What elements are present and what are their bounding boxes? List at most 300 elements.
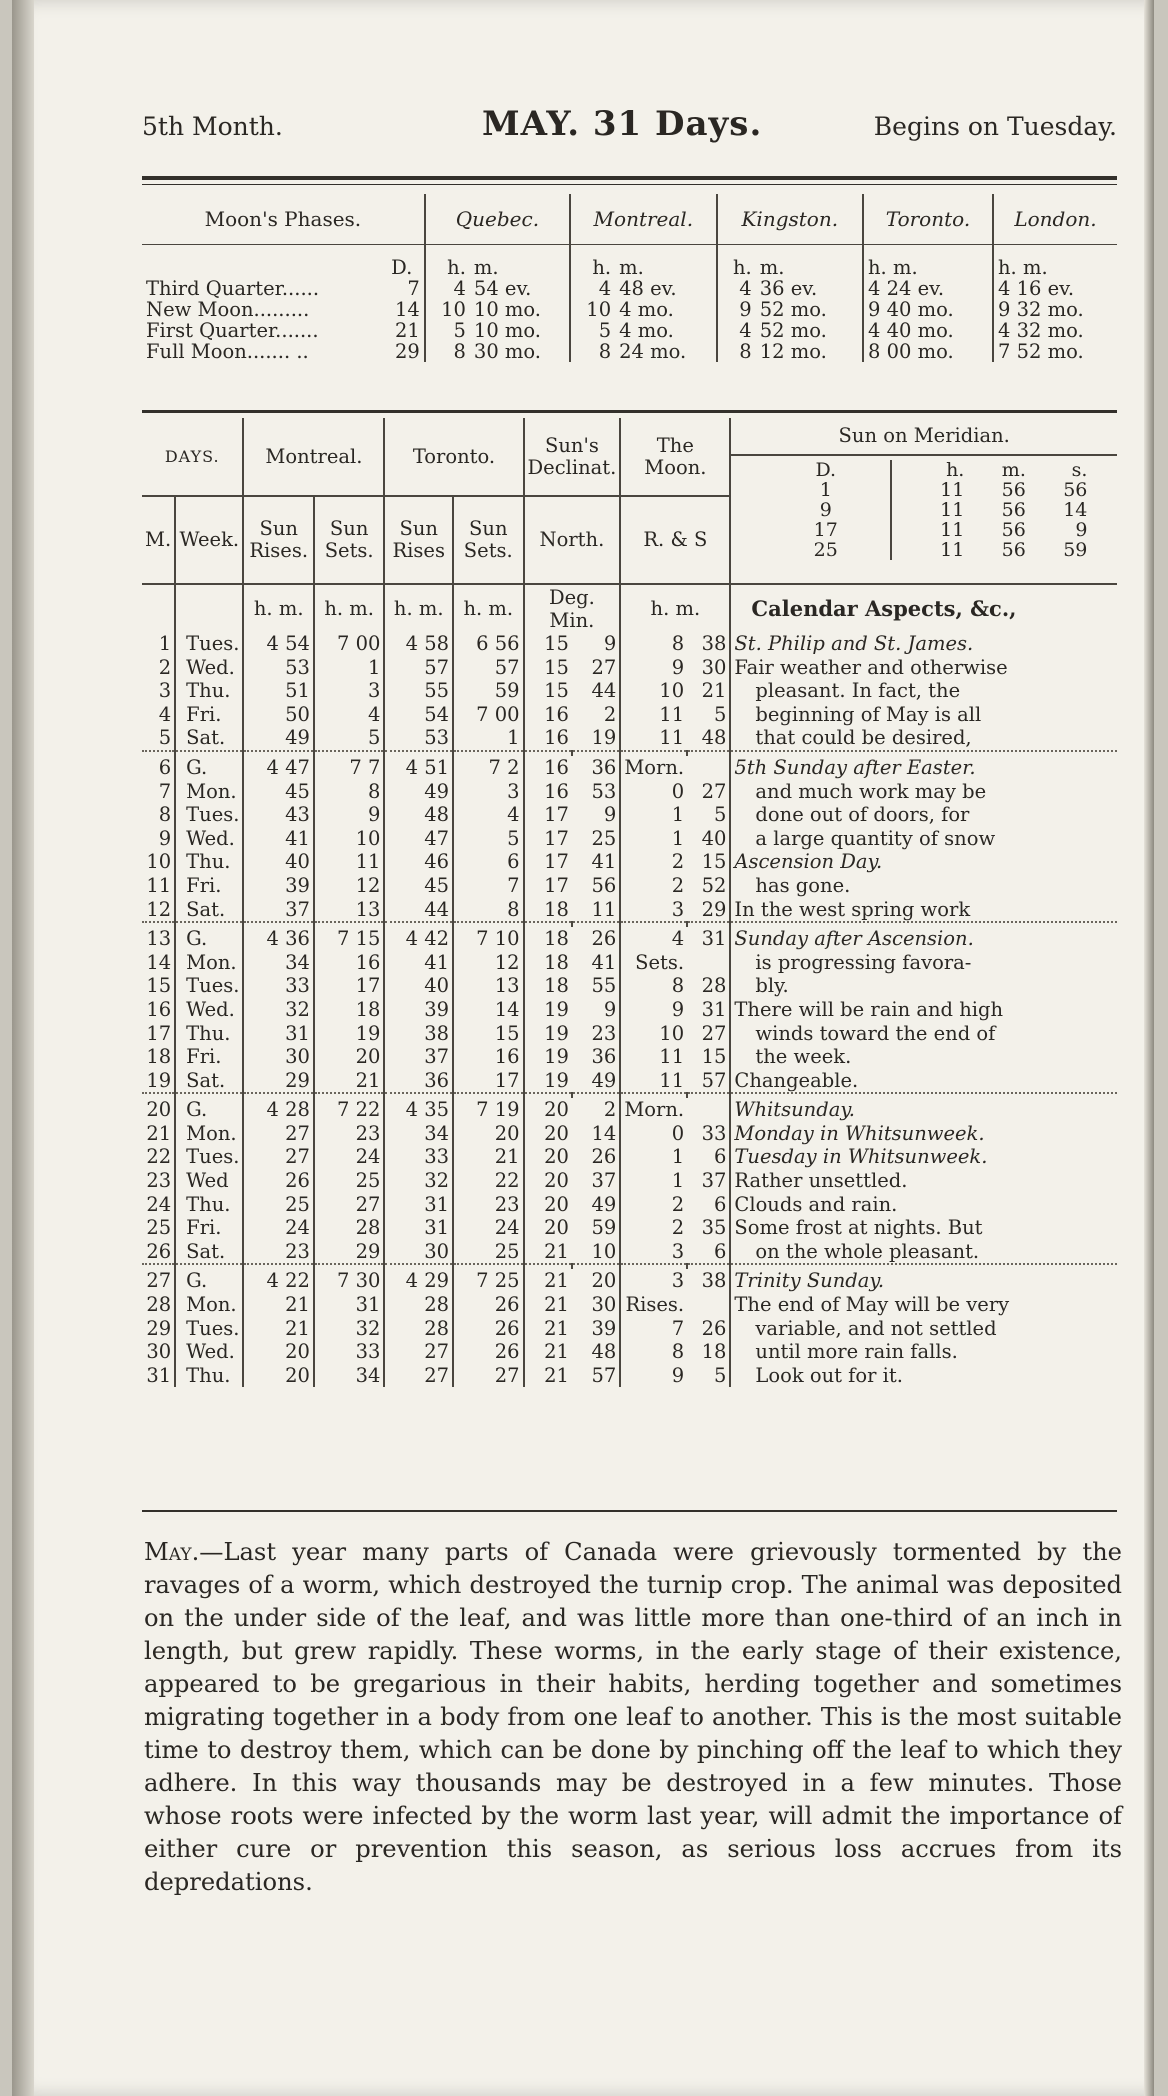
weekday: Wed (175, 1169, 243, 1193)
moon-m: 35 (701, 1216, 727, 1240)
weekday: Tues. (175, 1145, 243, 1169)
day-row (142, 827, 1117, 851)
declination-min: 55 (591, 974, 617, 998)
montreal-set: 4 (314, 703, 384, 727)
montreal-rise: 4 54 (243, 632, 313, 656)
calendar-aspect: beginning of May is all (730, 703, 1117, 727)
toronto-rise: 53 (384, 726, 453, 751)
hm-label: h. m. (243, 584, 313, 632)
day-number: 14 (146, 950, 172, 974)
calendar-aspect: The end of May will be very (730, 1293, 1117, 1317)
day-number: 13 (146, 927, 172, 951)
moon-h: 11 (620, 726, 687, 751)
toronto-rise: 54 (384, 703, 453, 727)
moon-h: 3 (620, 1269, 687, 1293)
phase-name: New Moon......... (146, 298, 310, 321)
declination-deg: 21 (524, 1340, 572, 1364)
montreal-set: 21 (314, 1069, 384, 1094)
meridian-header: Sun on Meridian. (731, 418, 1117, 456)
calendar-aspect: until more rain falls. (730, 1340, 1117, 1364)
montreal-rise: 34 (243, 951, 313, 975)
moon-h: 1 (620, 827, 687, 851)
day-row (142, 1069, 1117, 1094)
montreal-rise: 33 (243, 974, 313, 998)
day-row (142, 1317, 1117, 1341)
weekday: Tues. (175, 1317, 243, 1341)
montreal-set: 23 (314, 1122, 384, 1146)
montreal-rise: 4 22 (243, 1269, 313, 1293)
montreal-rise: 25 (243, 1193, 313, 1217)
meridian-m-label: m. (1001, 459, 1026, 481)
declination-min: 36 (591, 1045, 617, 1069)
montreal-rise: 4 47 (243, 756, 313, 780)
hm-label: h. m. (863, 245, 993, 279)
weekday: Fri. (175, 703, 243, 727)
montreal-rise: 51 (243, 679, 313, 703)
weekday: Sat. (175, 1069, 243, 1094)
calendar-aspect: that could be desired, (730, 726, 1117, 751)
phase-time: 7 52 mo. (993, 341, 1117, 362)
declination-deg: 21 (524, 1364, 572, 1388)
toronto-rise: 4 29 (384, 1269, 453, 1293)
day-number: 16 (146, 997, 172, 1021)
meridian-s-label: s. (1071, 459, 1088, 481)
moon-h: Morn. (620, 756, 687, 780)
day-row (142, 1269, 1117, 1293)
moon-m: 57 (701, 1068, 727, 1092)
montreal-rise: 24 (243, 1216, 313, 1240)
phase-time: 5 (425, 320, 470, 341)
montreal-rise: 23 (243, 1240, 313, 1265)
moon-h: 1 (620, 1169, 687, 1193)
montreal-set: 18 (314, 998, 384, 1022)
moon-m: 48 (701, 726, 727, 750)
montreal-rise: 43 (243, 803, 313, 827)
weekday: Tues. (175, 974, 243, 998)
north-col: North. (524, 496, 621, 584)
calendar-aspect: on the whole pleasant. (730, 1240, 1117, 1265)
weekday: Fri. (175, 1045, 243, 1069)
almanac-page (12, 0, 1154, 2096)
day-number: 6 (158, 755, 172, 779)
calendar-aspect: Some frost at nights. But (730, 1216, 1117, 1240)
moon-m: 6 (713, 1192, 727, 1216)
phase-time: 52 mo. (759, 319, 827, 342)
montreal-set: 24 (314, 1145, 384, 1169)
montreal-set: 31 (314, 1293, 384, 1317)
degmin-label: Deg. Min. (524, 584, 621, 632)
phase-time: 48 ev. (619, 277, 677, 300)
montreal-rise: 20 (243, 1340, 313, 1364)
phase-day: 14 (394, 298, 420, 321)
declination-min: 44 (591, 679, 617, 703)
calendar-aspect: 5th Sunday after Easter. (730, 756, 1117, 780)
phase-row (142, 341, 1117, 362)
toronto-rise: 45 (384, 874, 453, 898)
toronto-set: 5 (453, 827, 523, 851)
weekday: Mon. (175, 951, 243, 975)
montreal-rise: 40 (243, 850, 313, 874)
toronto-set: 22 (453, 1169, 523, 1193)
calendar-aspect: Changeable. (730, 1069, 1117, 1094)
toronto-set: 12 (453, 951, 523, 975)
moon-h: 4 (620, 927, 687, 951)
phase-time: 8 (425, 341, 470, 362)
toronto-rise: 4 51 (384, 756, 453, 780)
days-header: DAYS. (164, 447, 220, 466)
declination-min: 26 (591, 1145, 617, 1169)
weekday: Mon. (175, 1122, 243, 1146)
declination-deg: 18 (524, 974, 572, 998)
meridian-table (761, 460, 1091, 560)
montreal-rise: 37 (243, 898, 313, 923)
declination-deg: 19 (524, 998, 572, 1022)
weekday: G. (175, 1269, 243, 1293)
montreal-rise: 31 (243, 1022, 313, 1046)
day-row (142, 898, 1117, 923)
declination-min: 25 (591, 826, 617, 850)
month-number: 5th Month. (142, 112, 283, 141)
city-toronto: Toronto. (863, 194, 993, 245)
moon-h: 11 (620, 1045, 687, 1069)
calendar-aspects-header: Calendar Aspects, &c., (730, 584, 1117, 632)
day-number: 27 (146, 1269, 172, 1293)
day-number: 2 (158, 655, 172, 679)
moon-h: 8 (620, 1340, 687, 1364)
toronto-set: 13 (453, 974, 523, 998)
moon-m: 5 (713, 803, 727, 827)
moon-m: 28 (701, 974, 727, 998)
declination-min: 36 (591, 755, 617, 779)
week-col: Week. (175, 496, 243, 584)
toronto-rise: 27 (384, 1364, 453, 1388)
moon-m: 40 (701, 826, 727, 850)
phase-time: 9 (717, 299, 756, 320)
weekday: Thu. (175, 1022, 243, 1046)
toronto-rise: 28 (384, 1293, 453, 1317)
hm-label: m. (619, 256, 644, 279)
declination-min: 57 (591, 1363, 617, 1387)
day-row (142, 998, 1117, 1022)
weekday: Wed. (175, 656, 243, 680)
weekday: G. (175, 756, 243, 780)
montreal-set: 7 30 (314, 1269, 384, 1293)
montreal-rise: 45 (243, 780, 313, 804)
toronto-rise: 40 (384, 974, 453, 998)
calendar-aspect: Clouds and rain. (730, 1193, 1117, 1217)
toronto-set: 7 19 (453, 1098, 523, 1122)
page-edge (1144, 0, 1154, 2096)
weekday: G. (175, 1098, 243, 1122)
meridian-s: 9 (1075, 519, 1088, 541)
weekday: Wed. (175, 998, 243, 1022)
moon-h: 0 (620, 780, 687, 804)
declination-min: 49 (591, 1192, 617, 1216)
phase-time: 9 40 mo. (863, 299, 993, 320)
montreal-set: 7 15 (314, 927, 384, 951)
meridian-row (761, 500, 1090, 520)
phase-time: 10 mo. (473, 298, 542, 321)
section-rule (142, 410, 1117, 413)
moon-m: 37 (701, 1169, 727, 1193)
day-row (142, 1098, 1117, 1122)
declination-min: 37 (591, 1169, 617, 1193)
declination-min: 2 (603, 1098, 617, 1122)
phase-time: 36 ev. (759, 277, 818, 300)
moon-m (687, 756, 730, 780)
montreal-set: 17 (314, 974, 384, 998)
day-row (142, 974, 1117, 998)
calendar-aspect: Tuesday in Whitsunweek. (730, 1145, 1117, 1169)
day-row (142, 780, 1117, 804)
declination-deg: 21 (524, 1293, 572, 1317)
meridian-m: 56 (1001, 539, 1026, 561)
calendar-table (142, 418, 1117, 1387)
day-number: 21 (146, 1121, 172, 1145)
toronto-set: 26 (453, 1340, 523, 1364)
declination-min: 2 (603, 702, 617, 726)
montreal-set: 19 (314, 1022, 384, 1046)
calendar-aspect: Sunday after Ascension. (730, 927, 1117, 951)
declination-min: 59 (591, 1216, 617, 1240)
declination-deg: 16 (524, 703, 572, 727)
calendar-aspect: St. Philip and St. James. (730, 632, 1117, 656)
declination-deg: 21 (524, 1269, 572, 1293)
calendar-aspect: a large quantity of snow (730, 827, 1117, 851)
moon-h: 9 (620, 656, 687, 680)
moon-m: 30 (701, 655, 727, 679)
day-number: 12 (146, 897, 172, 921)
toronto-set: 24 (453, 1216, 523, 1240)
meridian-h: 11 (891, 520, 967, 540)
weekday: Wed. (175, 1340, 243, 1364)
moon-m: 38 (701, 1269, 727, 1293)
phase-time: 4 (717, 278, 756, 299)
declination-min: 30 (591, 1293, 617, 1317)
toronto-set: 7 25 (453, 1269, 523, 1293)
declination-deg: 16 (524, 756, 572, 780)
moon-h: 11 (620, 703, 687, 727)
moon-m: 38 (701, 632, 727, 655)
weekday: Wed. (175, 827, 243, 851)
day-number: 11 (146, 873, 172, 897)
day-row (142, 679, 1117, 703)
header-rule-thin (142, 184, 1117, 185)
montreal-set: 9 (314, 803, 384, 827)
montreal-rise: 20 (243, 1364, 313, 1388)
declination-deg: 17 (524, 827, 572, 851)
toronto-rise: 44 (384, 898, 453, 923)
toronto-set: 7 00 (453, 703, 523, 727)
day-row (142, 632, 1117, 656)
day-number: 4 (158, 702, 172, 726)
declination-deg: 18 (524, 951, 572, 975)
day-number: 1 (158, 632, 172, 655)
phase-name: Third Quarter...... (146, 277, 320, 300)
phase-time: 10 mo. (473, 319, 542, 342)
phase-row (142, 278, 1117, 299)
moon-h: 10 (620, 1022, 687, 1046)
day-number: 10 (146, 850, 172, 874)
montreal-rise: 4 28 (243, 1098, 313, 1122)
montreal-set: 29 (314, 1240, 384, 1265)
moon-m: 6 (713, 1145, 727, 1169)
hm-label: m. (759, 256, 785, 279)
declination-min: 48 (591, 1340, 617, 1364)
montreal-rises-col: Sun Rises. (243, 496, 313, 584)
hm-label: h. m. (620, 584, 730, 632)
declination-deg: 18 (524, 927, 572, 951)
declination-deg: 19 (524, 1069, 572, 1094)
day-number: 20 (146, 1098, 172, 1122)
moon-m: 31 (701, 927, 727, 951)
toronto-set: 7 (453, 874, 523, 898)
day-row (142, 756, 1117, 780)
declination-deg: 18 (524, 898, 572, 923)
toronto-rise: 38 (384, 1022, 453, 1046)
toronto-sets-col: Sun Sets. (453, 496, 523, 584)
moon-h: 2 (620, 850, 687, 874)
phase-time: 8 (570, 341, 615, 362)
day-number: 8 (158, 803, 172, 827)
moon-m (687, 951, 730, 975)
toronto-rise: 34 (384, 1122, 453, 1146)
city-montreal: Montreal. (570, 194, 717, 245)
montreal-rise: 21 (243, 1317, 313, 1341)
moon-m: 5 (713, 702, 727, 726)
calendar-aspect: pleasant. In fact, the (730, 679, 1117, 703)
moon-h: 8 (620, 974, 687, 998)
toronto-rise: 41 (384, 951, 453, 975)
day-number: 7 (158, 779, 172, 803)
moon-m: 29 (701, 897, 727, 921)
phase-row (142, 320, 1117, 341)
declination-min: 53 (591, 779, 617, 803)
declination-min: 56 (591, 873, 617, 897)
montreal-rise: 53 (243, 656, 313, 680)
declination-min: 23 (591, 1021, 617, 1045)
montreal-rise: 41 (243, 827, 313, 851)
day-number: 9 (158, 826, 172, 850)
toronto-rises-col: Sun Rises (384, 496, 453, 584)
day-row (142, 1122, 1117, 1146)
moon-h: 2 (620, 874, 687, 898)
montreal-rise: 32 (243, 998, 313, 1022)
weekday: Sat. (175, 726, 243, 751)
moon-m: 33 (701, 1121, 727, 1145)
meridian-day: 1 (819, 479, 832, 501)
declination-min: 11 (591, 897, 617, 921)
weekday: Thu. (175, 679, 243, 703)
toronto-set: 59 (453, 679, 523, 703)
weekday: Sat. (175, 898, 243, 923)
meridian-s: 14 (1063, 499, 1088, 521)
phase-time: 4 mo. (619, 319, 674, 342)
moon-m: 18 (701, 1340, 727, 1364)
meridian-d-label: D. (815, 459, 837, 481)
weekday: Mon. (175, 780, 243, 804)
montreal-set: 12 (314, 874, 384, 898)
phase-time: 52 mo. (759, 298, 827, 321)
day-row (142, 951, 1117, 975)
phase-time: 4 (425, 278, 470, 299)
day-number: 30 (146, 1340, 172, 1364)
hm-label: m. (473, 256, 499, 279)
toronto-set: 15 (453, 1022, 523, 1046)
phase-day: 21 (394, 319, 420, 342)
toronto-rise: 57 (384, 656, 453, 680)
montreal-rise: 4 36 (243, 927, 313, 951)
moon-h: 9 (620, 1364, 687, 1388)
page-title: MAY. 31 Days. (482, 104, 763, 144)
moon-m: 31 (701, 997, 727, 1021)
declination-min: 41 (591, 950, 617, 974)
montreal-set: 5 (314, 726, 384, 751)
toronto-set: 26 (453, 1317, 523, 1341)
day-number: 5 (158, 726, 172, 750)
meridian-row (761, 540, 1090, 560)
toronto-set: 26 (453, 1293, 523, 1317)
moon-m: 27 (701, 1021, 727, 1045)
moon-h: Morn. (620, 1098, 687, 1122)
declination-deg: 20 (524, 1193, 572, 1217)
meridian-s: 56 (1063, 479, 1088, 501)
montreal-set: 1 (314, 656, 384, 680)
table-bottom-rule (142, 1510, 1117, 1512)
day-row (142, 1193, 1117, 1217)
montreal-set: 7 22 (314, 1098, 384, 1122)
montreal-rise: 49 (243, 726, 313, 751)
calendar-aspect: done out of doors, for (730, 803, 1117, 827)
weekday: Thu. (175, 850, 243, 874)
toronto-rise: 49 (384, 780, 453, 804)
phase-row (142, 299, 1117, 320)
weekday: Fri. (175, 874, 243, 898)
rs-col: R. & S (620, 496, 730, 584)
montreal-set: 7 7 (314, 756, 384, 780)
phase-time: 4 (570, 278, 615, 299)
toronto-header: Toronto. (384, 418, 523, 496)
day-row (142, 1216, 1117, 1240)
day-number: 29 (146, 1316, 172, 1340)
phase-time: 8 00 mo. (863, 341, 993, 362)
day-number: 26 (146, 1239, 172, 1263)
toronto-rise: 27 (384, 1340, 453, 1364)
toronto-set: 6 56 (453, 632, 523, 656)
toronto-set: 27 (453, 1364, 523, 1388)
hm-label: h. (570, 245, 615, 279)
hm-label: h. m. (314, 584, 384, 632)
day-row (142, 1364, 1117, 1388)
day-row (142, 803, 1117, 827)
declination-deg: 20 (524, 1098, 572, 1122)
montreal-set: 8 (314, 780, 384, 804)
declination-deg: 15 (524, 656, 572, 680)
montreal-set: 27 (314, 1193, 384, 1217)
montreal-set: 32 (314, 1317, 384, 1341)
meridian-day: 17 (813, 519, 838, 541)
montreal-rise: 30 (243, 1045, 313, 1069)
phase-time: 4 40 mo. (863, 320, 993, 341)
toronto-set: 14 (453, 998, 523, 1022)
toronto-rise: 48 (384, 803, 453, 827)
calendar-aspect: There will be rain and high (730, 998, 1117, 1022)
declination-deg: 15 (524, 679, 572, 703)
toronto-rise: 31 (384, 1193, 453, 1217)
phase-name: First Quarter....... (146, 319, 319, 342)
declination-deg: 21 (524, 1240, 572, 1265)
moon-h: 8 (620, 632, 687, 656)
